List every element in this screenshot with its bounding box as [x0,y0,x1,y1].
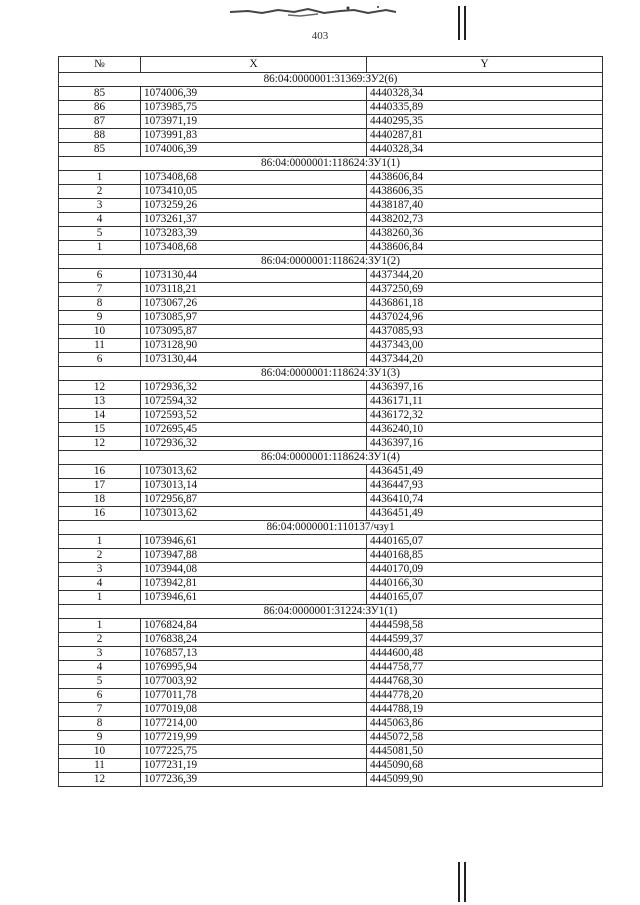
x-coordinate: 1074006,39 [141,143,367,157]
y-coordinate: 4436451,49 [367,507,603,521]
point-number: 1 [59,591,141,605]
table-body [59,73,603,787]
point-number: 5 [59,675,141,689]
y-coordinate: 4444768,30 [367,675,603,689]
x-coordinate: 1077219,99 [141,731,367,745]
point-number: 2 [59,549,141,563]
x-coordinate: 1077225,75 [141,745,367,759]
parcel-header-row [59,521,603,535]
table-row [59,227,603,241]
table-row [59,381,603,395]
table-row [59,773,603,787]
y-coordinate: 4436172,32 [367,409,603,423]
y-coordinate: 4440328,34 [367,87,603,101]
table-row [59,633,603,647]
x-coordinate: 1073130,44 [141,269,367,283]
table-row [59,479,603,493]
parcel-id: 86:04:0000001:110137/чзу1 [59,521,603,535]
table-row [59,465,603,479]
parcel-header-row [59,367,603,381]
x-coordinate: 1073067,26 [141,297,367,311]
x-coordinate: 1073118,21 [141,283,367,297]
table-row [59,353,603,367]
y-coordinate: 4440295,35 [367,115,603,129]
parcel-id: 86:04:0000001:118624:ЗУ1(3) [59,367,603,381]
x-coordinate: 1073991,83 [141,129,367,143]
x-coordinate: 1077011,78 [141,689,367,703]
header-x: X [141,57,367,73]
point-number: 6 [59,269,141,283]
point-number: 3 [59,647,141,661]
table-row [59,619,603,633]
y-coordinate: 4436240,10 [367,423,603,437]
table-row [59,115,603,129]
table-row [59,185,603,199]
x-coordinate: 1073013,14 [141,479,367,493]
x-coordinate: 1073947,88 [141,549,367,563]
point-number: 10 [59,745,141,759]
table-row [59,325,603,339]
table-row [59,171,603,185]
table-row [59,689,603,703]
y-coordinate: 4440166,30 [367,577,603,591]
table-row [59,241,603,255]
x-coordinate: 1074006,39 [141,87,367,101]
table-row [59,339,603,353]
y-coordinate: 4436447,93 [367,479,603,493]
table-row [59,213,603,227]
x-coordinate: 1073259,26 [141,199,367,213]
table-header-row [59,57,603,73]
parcel-id: 86:04:0000001:118624:ЗУ1(4) [59,451,603,465]
x-coordinate: 1073283,39 [141,227,367,241]
point-number: 11 [59,339,141,353]
point-number: 1 [59,171,141,185]
y-coordinate: 4438187,40 [367,199,603,213]
point-number: 14 [59,409,141,423]
table-row [59,269,603,283]
point-number: 2 [59,633,141,647]
parcel-id: 86:04:0000001:31224:ЗУ1(1) [59,605,603,619]
parcel-header-row [59,255,603,269]
point-number: 4 [59,661,141,675]
x-coordinate: 1076995,94 [141,661,367,675]
y-coordinate: 4437085,93 [367,325,603,339]
y-coordinate: 4438606,35 [367,185,603,199]
x-coordinate: 1076838,24 [141,633,367,647]
y-coordinate: 4438260,36 [367,227,603,241]
x-coordinate: 1077231,19 [141,759,367,773]
point-number: 3 [59,199,141,213]
parcel-header-row [59,157,603,171]
x-coordinate: 1073408,68 [141,171,367,185]
x-coordinate: 1076824,84 [141,619,367,633]
table-row [59,563,603,577]
y-coordinate: 4440165,07 [367,591,603,605]
point-number: 7 [59,703,141,717]
y-coordinate: 4440287,81 [367,129,603,143]
table-row [59,647,603,661]
x-coordinate: 1073942,81 [141,577,367,591]
table-row [59,129,603,143]
point-number: 12 [59,773,141,787]
x-coordinate: 1073985,75 [141,101,367,115]
point-number: 7 [59,283,141,297]
table-row [59,395,603,409]
point-number: 8 [59,717,141,731]
point-number: 9 [59,731,141,745]
x-coordinate: 1077019,08 [141,703,367,717]
x-coordinate: 1072695,45 [141,423,367,437]
y-coordinate: 4437343,00 [367,339,603,353]
point-number: 85 [59,87,141,101]
x-coordinate: 1073261,37 [141,213,367,227]
y-coordinate: 4440168,85 [367,549,603,563]
x-coordinate: 1072936,32 [141,437,367,451]
y-coordinate: 4445081,50 [367,745,603,759]
parcel-header-row [59,605,603,619]
x-coordinate: 1073946,61 [141,591,367,605]
table-row [59,101,603,115]
x-coordinate: 1073946,61 [141,535,367,549]
y-coordinate: 4436410,74 [367,493,603,507]
y-coordinate: 4438606,84 [367,171,603,185]
point-number: 1 [59,535,141,549]
x-coordinate: 1073971,19 [141,115,367,129]
parcel-header-row [59,451,603,465]
table-row [59,535,603,549]
parcel-id: 86:04:0000001:118624:ЗУ1(1) [59,157,603,171]
point-number: 6 [59,689,141,703]
y-coordinate: 4444598,58 [367,619,603,633]
y-coordinate: 4436451,49 [367,465,603,479]
point-number: 17 [59,479,141,493]
y-coordinate: 4436397,16 [367,437,603,451]
point-number: 9 [59,311,141,325]
x-coordinate: 1073410,05 [141,185,367,199]
table-row [59,199,603,213]
parcel-id: 86:04:0000001:31369:ЗУ2(6) [59,73,603,87]
y-coordinate: 4440335,89 [367,101,603,115]
point-number: 12 [59,381,141,395]
y-coordinate: 4445063,86 [367,717,603,731]
x-coordinate: 1072956,87 [141,493,367,507]
y-coordinate: 4436171,11 [367,395,603,409]
table-row [59,745,603,759]
scan-smudge [228,4,398,18]
x-coordinate: 1072936,32 [141,381,367,395]
header-y: Y [367,57,603,73]
x-coordinate: 1073013,62 [141,465,367,479]
table-row [59,759,603,773]
y-coordinate: 4437344,20 [367,269,603,283]
point-number: 85 [59,143,141,157]
y-coordinate: 4437024,96 [367,311,603,325]
point-number: 18 [59,493,141,507]
table-row [59,731,603,745]
point-number: 5 [59,227,141,241]
table-row [59,87,603,101]
x-coordinate: 1077236,39 [141,773,367,787]
point-number: 8 [59,297,141,311]
table-row [59,549,603,563]
y-coordinate: 4440170,09 [367,563,603,577]
table-row [59,717,603,731]
table-row [59,493,603,507]
y-coordinate: 4444600,48 [367,647,603,661]
x-coordinate: 1077214,00 [141,717,367,731]
y-coordinate: 4445072,58 [367,731,603,745]
point-number: 16 [59,507,141,521]
point-number: 88 [59,129,141,143]
point-number: 3 [59,563,141,577]
point-number: 15 [59,423,141,437]
point-number: 1 [59,619,141,633]
y-coordinate: 4440165,07 [367,535,603,549]
y-coordinate: 4436397,16 [367,381,603,395]
parcel-header-row [59,73,603,87]
coordinates-table [58,56,603,787]
y-coordinate: 4438202,73 [367,213,603,227]
table-row [59,675,603,689]
table-row [59,507,603,521]
table-row [59,297,603,311]
x-coordinate: 1073130,44 [141,353,367,367]
x-coordinate: 1072593,52 [141,409,367,423]
point-number: 11 [59,759,141,773]
x-coordinate: 1073095,87 [141,325,367,339]
y-coordinate: 4438606,84 [367,241,603,255]
x-coordinate: 1076857,13 [141,647,367,661]
point-number: 10 [59,325,141,339]
point-number: 12 [59,437,141,451]
point-number: 13 [59,395,141,409]
table-row [59,409,603,423]
table-row [59,143,603,157]
y-coordinate: 4437344,20 [367,353,603,367]
y-coordinate: 4440328,34 [367,143,603,157]
point-number: 6 [59,353,141,367]
y-coordinate: 4445099,90 [367,773,603,787]
y-coordinate: 4444758,77 [367,661,603,675]
x-coordinate: 1073408,68 [141,241,367,255]
point-number: 4 [59,577,141,591]
table-row [59,437,603,451]
point-number: 87 [59,115,141,129]
table-row [59,311,603,325]
table-row [59,703,603,717]
y-coordinate: 4445090,68 [367,759,603,773]
parcel-id: 86:04:0000001:118624:ЗУ1(2) [59,255,603,269]
point-number: 4 [59,213,141,227]
y-coordinate: 4444599,37 [367,633,603,647]
x-coordinate: 1073944,08 [141,563,367,577]
x-coordinate: 1077003,92 [141,675,367,689]
x-coordinate: 1072594,32 [141,395,367,409]
table-row [59,577,603,591]
y-coordinate: 4436861,18 [367,297,603,311]
point-number: 86 [59,101,141,115]
table-row [59,591,603,605]
binding-mark-bottom [458,862,460,902]
binding-mark-bottom-2 [464,862,466,902]
point-number: 16 [59,465,141,479]
point-number: 1 [59,241,141,255]
point-number: 2 [59,185,141,199]
y-coordinate: 4437250,69 [367,283,603,297]
table-row [59,661,603,675]
x-coordinate: 1073085,97 [141,311,367,325]
y-coordinate: 4444788,19 [367,703,603,717]
x-coordinate: 1073128,90 [141,339,367,353]
header-number: № [59,57,141,73]
x-coordinate: 1073013,62 [141,507,367,521]
y-coordinate: 4444778,20 [367,689,603,703]
table-row [59,423,603,437]
table-row [59,283,603,297]
page-number: 403 [311,30,329,42]
